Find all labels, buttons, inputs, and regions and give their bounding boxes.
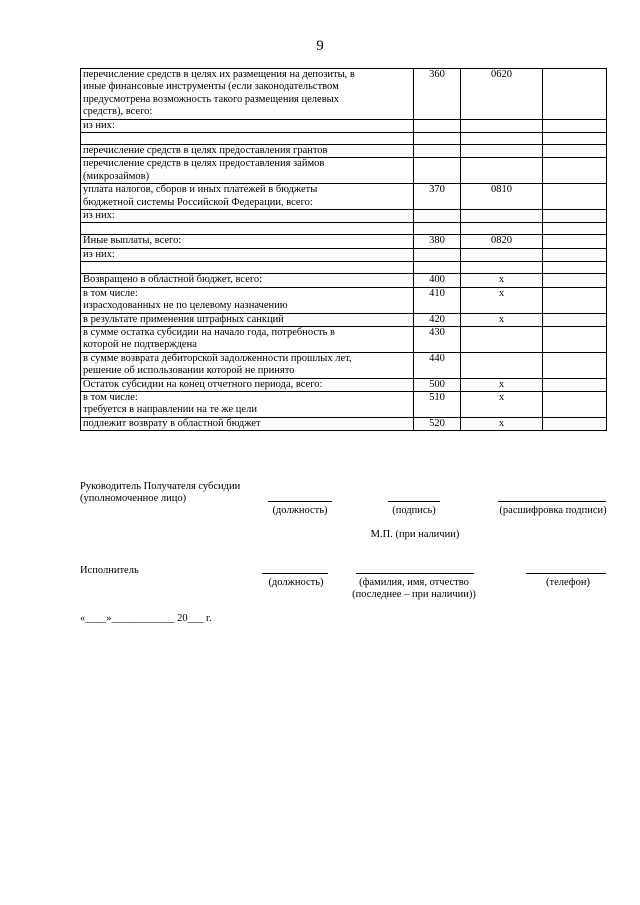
row-code: [414, 133, 461, 145]
exec-position-line: [262, 573, 328, 574]
table-row: [81, 119, 607, 132]
row-label-line: средств), всего:: [83, 106, 153, 118]
row-label: [81, 184, 414, 210]
row-label: [81, 287, 414, 313]
row-label: [81, 69, 414, 120]
row-code: 510: [414, 391, 461, 417]
row-label: [81, 119, 414, 132]
row-label-line: из них:: [83, 210, 115, 222]
row-amount: [543, 184, 607, 210]
row-budget-code: [461, 223, 543, 235]
row-label: [81, 158, 414, 184]
exec-position-caption: (должность): [268, 577, 324, 588]
row-code: 420: [414, 313, 461, 326]
table-row: [81, 235, 607, 248]
table-row: [81, 210, 607, 223]
head-position-line: [268, 501, 332, 502]
table-row: [81, 274, 607, 287]
row-label: [81, 248, 414, 261]
row-label-line: Остаток субсидии на конец отчетного периода, всего:: [83, 378, 323, 390]
row-code: [414, 145, 461, 158]
head-position-caption: (должность): [272, 505, 328, 516]
head-title: [80, 481, 240, 505]
row-budget-code: [461, 119, 543, 132]
row-code: 360: [414, 69, 461, 120]
row-amount: [543, 248, 607, 261]
executor-label: Исполнитель: [80, 565, 139, 576]
row-amount: [543, 313, 607, 326]
row-budget-code: 0620: [461, 69, 543, 120]
row-label-line: в том числе:: [83, 391, 138, 403]
row-label: [81, 133, 414, 145]
row-label-line: бюджетной системы Российской Федерации, всего:: [83, 196, 313, 208]
row-label-line: из них:: [83, 119, 115, 131]
row-label-line: израсходованных не по целевому назначению: [83, 300, 288, 312]
row-amount: [543, 287, 607, 313]
row-label-line: (микрозаймов): [83, 170, 150, 182]
exec-name-line: [356, 573, 474, 574]
row-code: 370: [414, 184, 461, 210]
table-row: [81, 184, 607, 210]
row-amount: [543, 133, 607, 145]
row-code: [414, 223, 461, 235]
row-code: [414, 158, 461, 184]
row-code: [414, 262, 461, 274]
row-budget-code: x: [461, 313, 543, 326]
row-label-line: иные финансовые инструменты (если законодательством: [83, 81, 339, 93]
row-budget-code: [461, 326, 543, 352]
row-budget-code: x: [461, 417, 543, 430]
head-signature-caption: (подпись): [392, 505, 436, 516]
head-title-line1: Руководитель Получателя субсидии: [80, 481, 241, 492]
row-budget-code: x: [461, 378, 543, 391]
row-code: 520: [414, 417, 461, 430]
row-code: 380: [414, 235, 461, 248]
exec-phone-line: [526, 573, 606, 574]
row-label-line: решение об использовании которой не принято: [83, 365, 295, 377]
table-row: [81, 223, 607, 235]
exec-name-caption-line2: (последнее – при наличии)): [352, 589, 476, 600]
row-budget-code: [461, 133, 543, 145]
head-signature-line: [388, 501, 440, 502]
row-label-line: предусмотрена возможность такого размещения целевых: [83, 93, 339, 105]
exec-name-caption: [344, 577, 484, 601]
row-label-line: в сумме возврата дебиторской задолженности прошлых лет,: [83, 352, 352, 364]
row-label-line: уплата налогов, сборов и иных платежей в бюджеты: [83, 184, 318, 196]
row-budget-code: [461, 145, 543, 158]
row-amount: [543, 262, 607, 274]
row-label: [81, 326, 414, 352]
row-amount: [543, 145, 607, 158]
row-label-line: требуется в направлении на те же цели: [83, 404, 257, 416]
table-row: [81, 352, 607, 378]
row-label-line: в том числе:: [83, 287, 138, 299]
row-label: [81, 274, 414, 287]
table-row: [81, 326, 607, 352]
row-budget-code: [461, 210, 543, 223]
row-label-line: Иные выплаты, всего:: [83, 235, 182, 247]
row-label-line: перечисление средств в целях их размещения на депозиты, в: [83, 69, 355, 80]
row-label: [81, 417, 414, 430]
date-line: «____»____________ 20___ г.: [80, 613, 212, 624]
row-label-line: которой не подтверждена: [83, 339, 197, 351]
row-code: 500: [414, 378, 461, 391]
row-amount: [543, 158, 607, 184]
exec-phone-caption: (телефон): [546, 577, 590, 588]
row-label: [81, 313, 414, 326]
head-title-line2: (уполномоченное лицо): [80, 493, 187, 504]
page-number: 9: [316, 38, 324, 54]
row-label-line: Возвращено в областной бюджет, всего:: [83, 274, 263, 286]
row-label-line: из них:: [83, 248, 115, 260]
table-row: [81, 145, 607, 158]
table-row: [81, 287, 607, 313]
row-budget-code: 0810: [461, 184, 543, 210]
row-code: [414, 119, 461, 132]
table-row: [81, 391, 607, 417]
row-budget-code: [461, 262, 543, 274]
row-code: 430: [414, 326, 461, 352]
row-amount: [543, 69, 607, 120]
row-amount: [543, 235, 607, 248]
row-amount: [543, 274, 607, 287]
row-amount: [543, 352, 607, 378]
row-label-line: в результате применения штрафных санкций: [83, 313, 284, 325]
row-label: [81, 391, 414, 417]
row-amount: [543, 210, 607, 223]
row-label: [81, 235, 414, 248]
row-label: [81, 145, 414, 158]
row-code: [414, 248, 461, 261]
table-row: [81, 133, 607, 145]
row-label: [81, 210, 414, 223]
report-table: [80, 68, 607, 431]
row-label-line: подлежит возврату в областной бюджет: [83, 417, 261, 429]
row-label-line: перечисление средств в целях предоставления грантов: [83, 145, 328, 157]
row-label: [81, 352, 414, 378]
exec-name-caption-line1: (фамилия, имя, отчество: [359, 577, 469, 588]
row-budget-code: [461, 352, 543, 378]
row-code: 400: [414, 274, 461, 287]
row-amount: [543, 391, 607, 417]
row-budget-code: x: [461, 391, 543, 417]
table-row: [81, 158, 607, 184]
row-label: [81, 378, 414, 391]
table-row: [81, 262, 607, 274]
stamp-caption: М.П. (при наличии): [370, 529, 460, 540]
row-amount: [543, 223, 607, 235]
head-decoding-line: [498, 501, 606, 502]
row-amount: [543, 378, 607, 391]
table-row: [81, 69, 607, 120]
row-budget-code: [461, 248, 543, 261]
row-code: [414, 210, 461, 223]
row-code: 410: [414, 287, 461, 313]
row-budget-code: [461, 158, 543, 184]
row-label-line: перечисление средств в целях предоставления займов: [83, 158, 325, 170]
head-decoding-caption: (расшифровка подписи): [499, 505, 607, 516]
row-label: [81, 262, 414, 274]
table-row: [81, 417, 607, 430]
row-budget-code: 0820: [461, 235, 543, 248]
row-amount: [543, 119, 607, 132]
row-code: 440: [414, 352, 461, 378]
row-amount: [543, 326, 607, 352]
row-budget-code: x: [461, 274, 543, 287]
table-row: [81, 378, 607, 391]
table-row: [81, 248, 607, 261]
table-row: [81, 313, 607, 326]
row-amount: [543, 417, 607, 430]
row-budget-code: x: [461, 287, 543, 313]
row-label: [81, 223, 414, 235]
row-label-line: в сумме остатка субсидии на начало года, потребность в: [83, 326, 335, 338]
